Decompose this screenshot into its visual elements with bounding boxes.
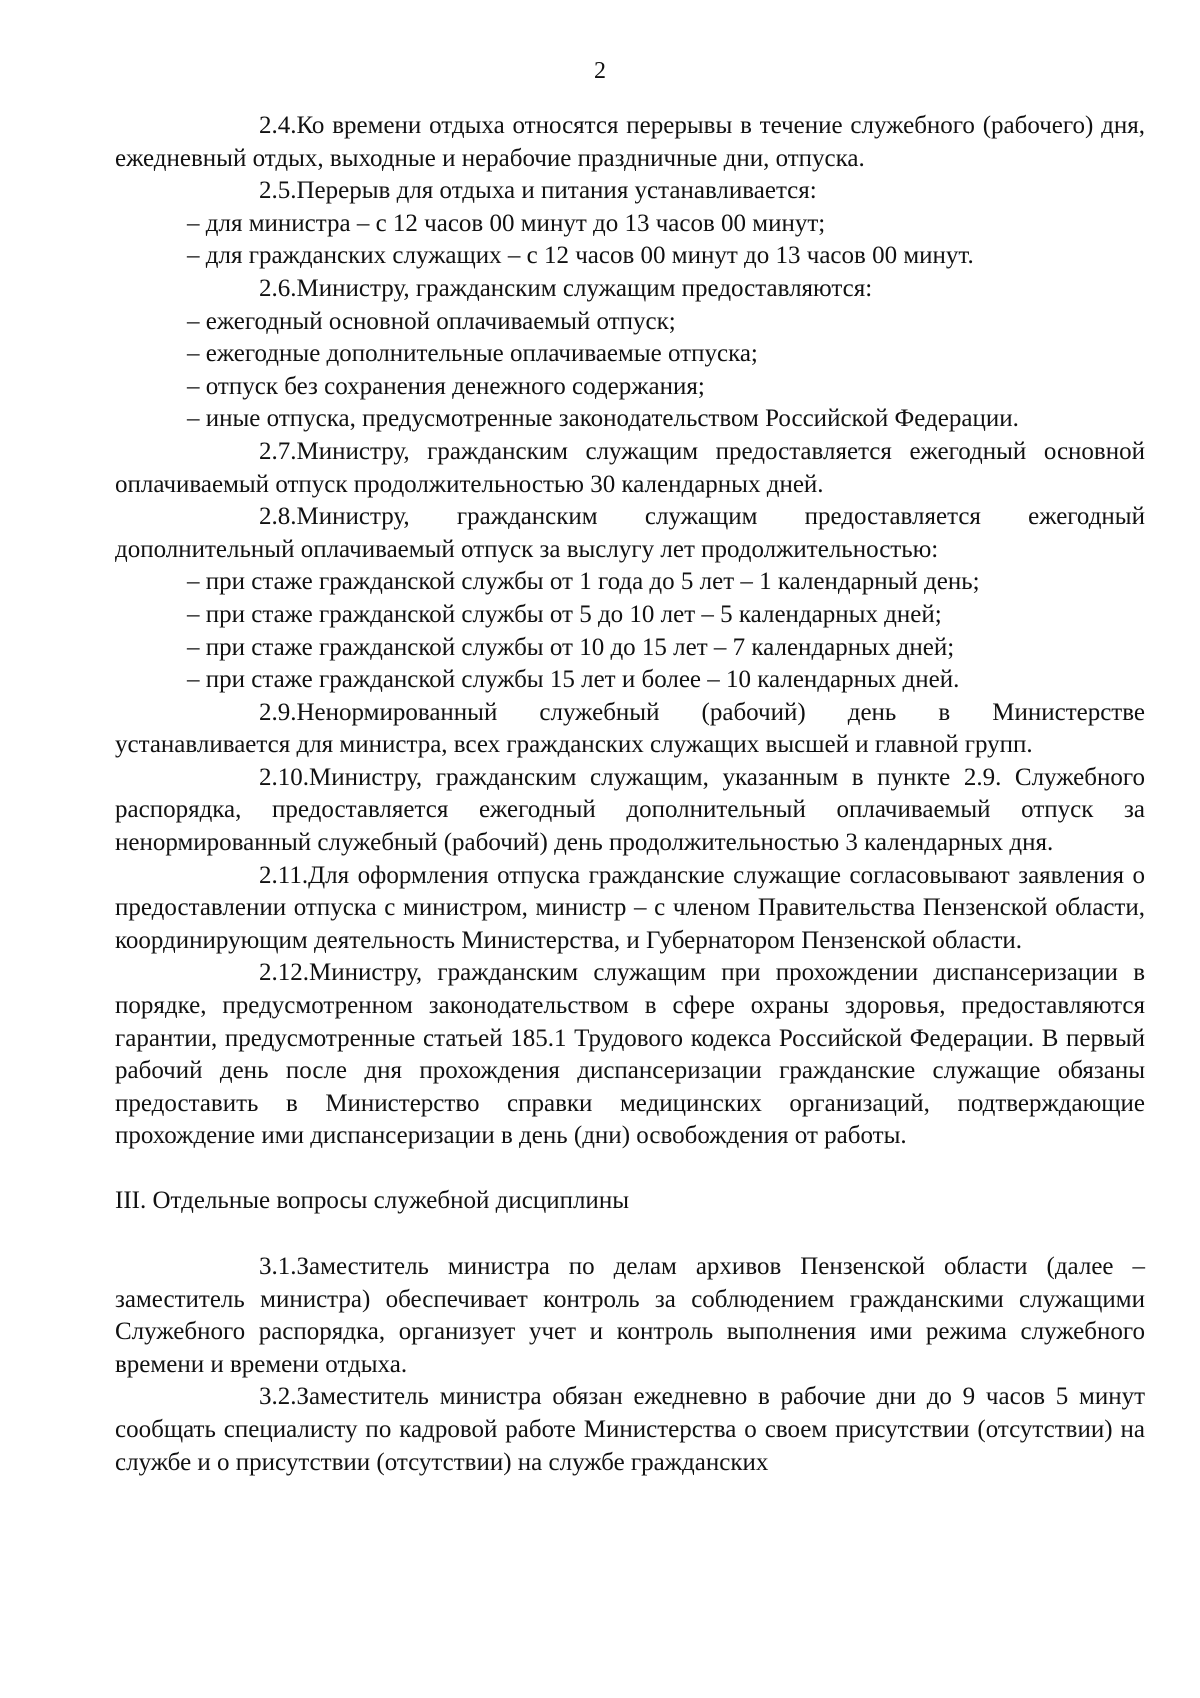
numbered-paragraph <box>115 1381 1145 1479</box>
paragraph-number: 3.2. <box>259 1383 297 1411</box>
numbered-paragraph <box>115 697 1145 762</box>
paragraph-number: 2.6. <box>259 274 297 302</box>
section-two-paragraphs <box>115 110 1145 1153</box>
paragraph-number: 2.11. <box>259 861 309 889</box>
numbered-paragraph <box>115 762 1145 860</box>
paragraph-text: Заместитель министра обязан ежедневно в рабочие дни до 9 часов 5 минут сообщать специалисту по кадровой работе Министерства о своем присутствии (отсутствии) на службе и о присутствии (отсутствии) на службе гражданских <box>115 1383 1145 1476</box>
page-number: 2 <box>594 58 606 84</box>
bullet-item <box>115 306 1145 339</box>
numbered-paragraph <box>115 501 1145 566</box>
paragraph-text: Заместитель министра по делам архивов Пензенской области (далее – заместитель министра) обеспечивает контроль за соблюдением гражданскими служащими Служебного распорядка, организует учет и контроль выполнения ими режима служебного времени и времени отдыха. <box>115 1253 1145 1378</box>
bullet-item <box>115 371 1145 404</box>
bullet-item <box>115 599 1145 632</box>
numbered-paragraph <box>115 273 1145 306</box>
paragraph-text: – отпуск без сохранения денежного содержания; <box>187 372 705 400</box>
paragraph-text: – ежегодные дополнительные оплачиваемые отпуска; <box>187 340 758 368</box>
numbered-paragraph <box>115 175 1145 208</box>
section-three-paragraphs <box>115 1251 1145 1479</box>
paragraph-text: Ненормированный служебный (рабочий) день в Министерстве устанавливается для министра, всех гражданских служащих высшей и главной групп. <box>115 698 1145 759</box>
bullet-item <box>115 338 1145 371</box>
paragraph-text: – при стаже гражданской службы от 5 до 10 лет – 5 календарных дней; <box>187 600 942 628</box>
numbered-paragraph <box>115 436 1145 501</box>
paragraph-text: Министру, гражданским служащим, указанным в пункте 2.9. Служебного распорядка, предоставляется ежегодный дополнительный оплачиваемый отпуск за ненормированный служебный (рабочий) день продолжительностью 3 календарных дня. <box>115 763 1145 857</box>
paragraph-text: Ко времени отдыха относятся перерывы в течение служебного (рабочего) дня, ежедневный отдых, выходные и нерабочие праздничные дни, отпуска. <box>115 112 1145 172</box>
bullet-item <box>115 403 1145 436</box>
paragraph-number: 2.10. <box>259 763 309 791</box>
paragraph-text: – для гражданских служащих – с 12 часов 00 минут до 13 часов 00 минут. <box>187 242 974 270</box>
paragraph-number: 3.1. <box>259 1253 297 1280</box>
paragraph-text: – ежегодный основной оплачиваемый отпуск; <box>187 307 676 335</box>
paragraph-number: 2.5. <box>259 177 297 205</box>
paragraph-text: Министру, гражданским служащим при прохождении диспансеризации в порядке, предусмотренном законодательством в сфере охраны здоровья, предоставляются гарантии, предусмотренные статьей 185.1 Трудового кодекса Российской Федерации. В первый рабочий день после дня прохождения диспансеризации гражданские служащие обязаны предоставить в Министерство справки медицинских организаций, подтверждающие прохождение ими диспансеризации в день (дни) освобождения от работы. <box>115 959 1145 1150</box>
bullet-item <box>115 632 1145 665</box>
paragraph-number: 2.8. <box>259 503 297 531</box>
paragraph-text: – при стаже гражданской службы от 10 до 15 лет – 7 календарных дней; <box>187 633 955 661</box>
paragraph-text: Министру, гражданским служащим предоставляется ежегодный основной оплачиваемый отпуск продолжительностью 30 календарных дней. <box>115 437 1145 498</box>
paragraph-text: Для оформления отпуска гражданские служащие согласовывают заявления о предоставлении отпуска с министром, министр – с членом Правительства Пензенской области, координирующим деятельность Министерства, и Губернатором Пензенской области. <box>115 861 1145 954</box>
paragraph-number: 2.9. <box>259 698 297 726</box>
paragraph-number: 2.4. <box>259 112 297 139</box>
paragraph-number: 2.7. <box>259 437 297 465</box>
document-body <box>115 110 1145 1479</box>
paragraph-number: 2.12. <box>259 959 309 987</box>
numbered-paragraph <box>115 957 1145 1153</box>
paragraph-text: – при стаже гражданской службы 15 лет и более – 10 календарных дней. <box>187 666 960 694</box>
numbered-paragraph <box>115 860 1145 958</box>
bullet-item <box>115 664 1145 697</box>
paragraph-text: – при стаже гражданской службы от 1 года до 5 лет – 1 календарный день; <box>187 568 980 596</box>
paragraph-text: Министру, гражданским служащим предоставляются: <box>296 274 873 302</box>
bullet-item <box>115 566 1145 599</box>
bullet-item <box>115 208 1145 241</box>
paragraph-text: – для министра – с 12 часов 00 минут до 13 часов 00 минут; <box>187 209 826 237</box>
paragraph-text: – иные отпуска, предусмотренные законодательством Российской Федерации. <box>187 405 1019 433</box>
numbered-paragraph <box>115 1251 1145 1381</box>
bullet-item <box>115 240 1145 273</box>
numbered-paragraph <box>115 110 1145 175</box>
paragraph-text: Перерыв для отдыха и питания устанавливается: <box>296 177 817 205</box>
section-heading: III. Отдельные вопросы служебной дисциплины <box>115 1187 629 1214</box>
paragraph-text: Министру, гражданским служащим предоставляется ежегодный дополнительный оплачиваемый отпуск за выслугу лет продолжительностью: <box>115 503 1145 563</box>
